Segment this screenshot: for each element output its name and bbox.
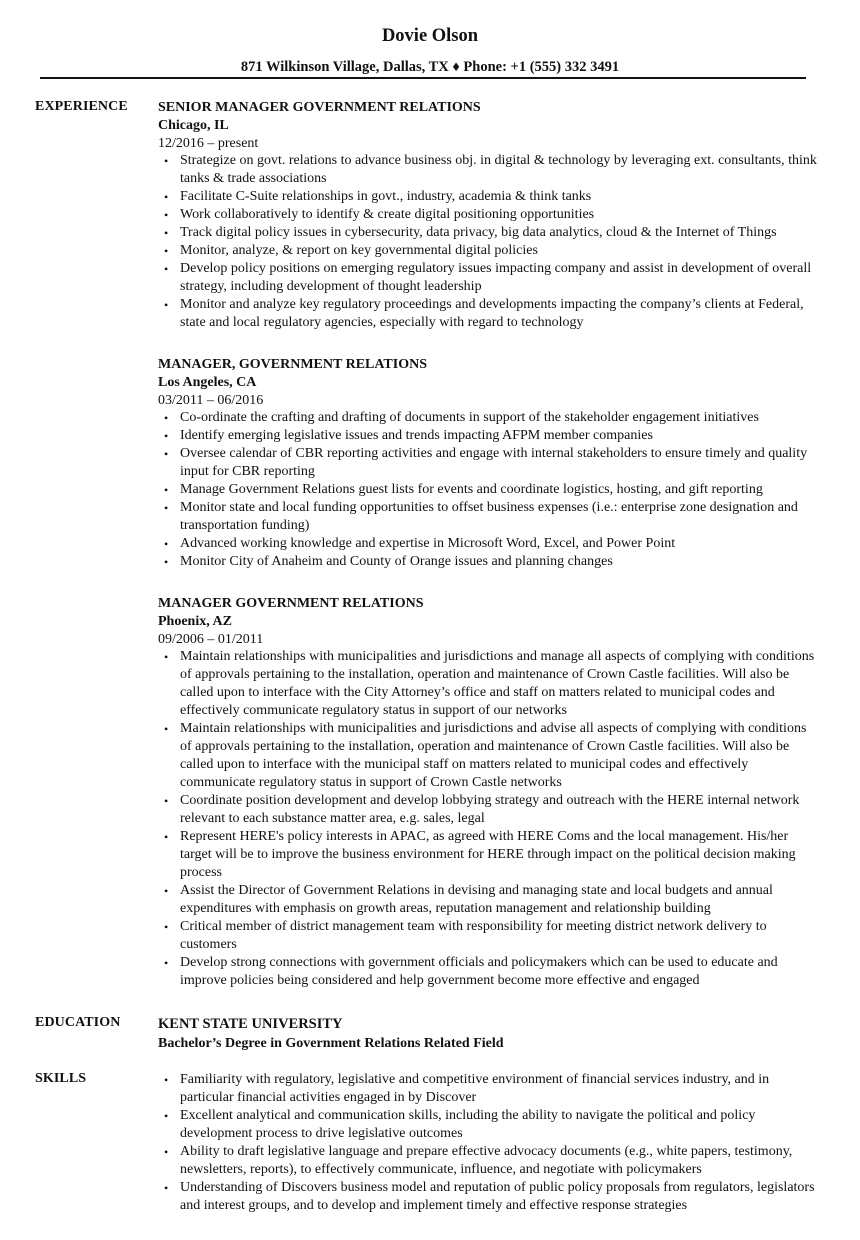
job-location: Los Angeles, CA bbox=[158, 375, 257, 390]
job-title: MANAGER, GOVERNMENT RELATIONS bbox=[158, 357, 428, 372]
bullet-item: • Maintain relationships with municipalities and jurisdictions and advise all aspects of complying with conditions of approvals pertaining to the installation, operation and maintenance of Crown Castle facilities. Will also be called upon to interface with the municipal staff on matters related to municipal codes and effectively communicate regulatory status in support of Crown Castle networks bbox=[158, 720, 818, 792]
bullet-item: • Represent HERE's policy interests in APAC, as agreed with HERE Coms and the local management. His/her target will be to improve the business environment for HERE through impact on the political decision making process bbox=[158, 828, 818, 882]
skills-bullets bbox=[158, 1071, 818, 1215]
bullet-item: • Facilitate C-Suite relationships in govt., industry, academia & think tanks bbox=[158, 188, 818, 206]
bullet-item: • Develop policy positions on emerging regulatory issues impacting company and assist in development of overall strategy, including development of thought leadership bbox=[158, 260, 818, 296]
education-content bbox=[158, 1015, 818, 1053]
bullet-item: • Work collaboratively to identify & create digital positioning opportunities bbox=[158, 206, 818, 224]
bullet-item: • Manage Government Relations guest lists for events and coordinate logistics, hosting, and gift reporting bbox=[158, 481, 818, 499]
degree-title: Bachelor’s Degree in Government Relations Related Field bbox=[158, 1036, 504, 1051]
bullet-item: • Strategize on govt. relations to advance business obj. in digital & technology by leveraging ext. consultants, think tanks & trade associations bbox=[158, 152, 818, 188]
bullet-item: • Advanced working knowledge and expertise in Microsoft Word, Excel, and Power Point bbox=[158, 535, 818, 553]
resume-name: Dovie Olson bbox=[381, 26, 479, 46]
bullet-item: • Monitor and analyze key regulatory proceedings and developments impacting the company’s clients at Federal, state and local regulatory agencies, especially with regard to technology bbox=[158, 296, 818, 332]
bullet-item: • Ability to draft legislative language and prepare effective advocacy documents (e.g., white papers, testimony, newsletters, reports), to effectively communicate, influence, and negotiate with policymakers bbox=[158, 1143, 818, 1179]
contact-line: 871 Wilkinson Village, Dallas, TX ♦ Phone: +1 (555) 332 3491 bbox=[240, 59, 620, 75]
bullet-item: • Track digital policy issues in cybersecurity, data privacy, big data analytics, cloud & the Internet of Things bbox=[158, 224, 818, 242]
section-label-skills: SKILLS bbox=[35, 1071, 87, 1086]
job-bullets bbox=[158, 648, 818, 990]
bullet-item: • Familiarity with regulatory, legislative and competitive environment of financial services industry, and in particular financial activities engaged in by Discover bbox=[158, 1071, 818, 1107]
job-entry bbox=[158, 99, 818, 332]
job-dates: 12/2016 – present bbox=[158, 136, 259, 151]
job-bullets bbox=[158, 152, 818, 332]
bullet-item: • Monitor state and local funding opportunities to offset business expenses (i.e.: enterprise zone designation and transportation funding) bbox=[158, 499, 818, 535]
section-label-education: EDUCATION bbox=[35, 1015, 121, 1030]
bullet-item: • Oversee calendar of CBR reporting activities and engage with internal stakeholders to ensure timely and quality input for CBR reporting bbox=[158, 445, 818, 481]
school-name: KENT STATE UNIVERSITY bbox=[158, 1016, 343, 1032]
job-title: SENIOR MANAGER GOVERNMENT RELATIONS bbox=[158, 100, 481, 115]
job-dates: 09/2006 – 01/2011 bbox=[158, 632, 264, 647]
bullet-item: • Assist the Director of Government Relations in devising and managing state and local budgets and annual expenditures with emphasis on growth areas, reputation management and relationship building bbox=[158, 882, 818, 918]
bullet-item: • Maintain relationships with municipalities and jurisdictions and manage all aspects of complying with conditions of approvals pertaining to the installation, operation and maintenance of Crown Castle facilities. Will also be called upon to interface with the City Attorney’s office and staff on matters related to municipal codes and effectively communicate regulatory status in support of our networks bbox=[158, 648, 818, 720]
bullet-item: • Develop strong connections with government officials and policymakers which can be used to educate and improve policies being considered and help government become more effective and engaged bbox=[158, 954, 818, 990]
job-entry bbox=[158, 595, 818, 990]
job-location: Phoenix, AZ bbox=[158, 614, 232, 629]
experience-content bbox=[158, 99, 818, 990]
job-bullets bbox=[158, 409, 818, 571]
bullet-item: • Critical member of district management team with responsibility for meeting district network delivery to customers bbox=[158, 918, 818, 954]
header-divider bbox=[40, 77, 806, 79]
section-label-experience: EXPERIENCE bbox=[35, 99, 128, 114]
skills-content bbox=[158, 1071, 818, 1215]
bullet-item: • Understanding of Discovers business model and reputation of public policy proposals from regulators, legislators and interest groups, and to develop and implement timely and effective response strategies bbox=[158, 1179, 818, 1215]
bullet-item: • Monitor, analyze, & report on key governmental digital policies bbox=[158, 242, 818, 260]
bullet-item: • Identify emerging legislative issues and trends impacting AFPM member companies bbox=[158, 427, 818, 445]
bullet-item: • Excellent analytical and communication skills, including the ability to navigate the political and policy development process to drive legislative outcomes bbox=[158, 1107, 818, 1143]
bullet-item: • Monitor City of Anaheim and County of Orange issues and planning changes bbox=[158, 553, 818, 571]
job-dates: 03/2011 – 06/2016 bbox=[158, 393, 264, 408]
job-entry bbox=[158, 356, 818, 571]
bullet-item: • Co-ordinate the crafting and drafting of documents in support of the stakeholder engagement initiatives bbox=[158, 409, 818, 427]
job-title: MANAGER GOVERNMENT RELATIONS bbox=[158, 596, 424, 611]
bullet-item: • Coordinate position development and develop lobbying strategy and outreach with the HERE internal network relevant to each substance matter area, e.g. sales, legal bbox=[158, 792, 818, 828]
job-location: Chicago, IL bbox=[158, 118, 229, 133]
